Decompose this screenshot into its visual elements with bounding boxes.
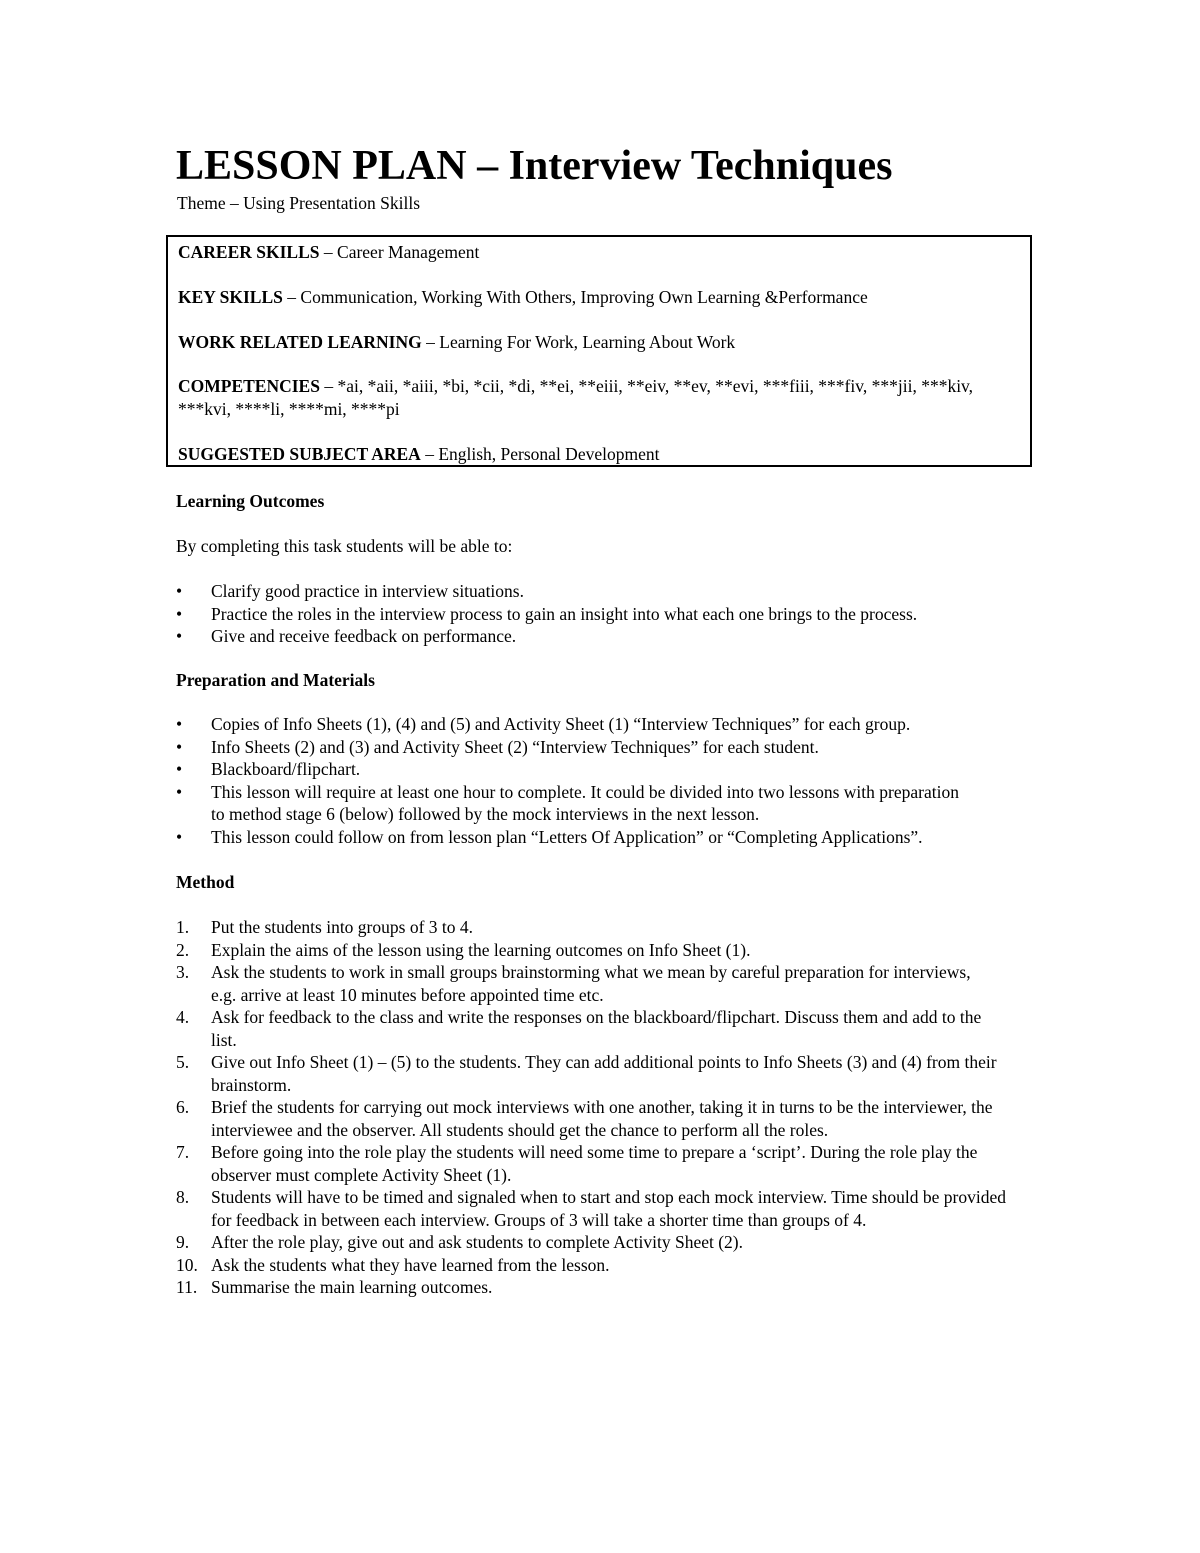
career-skills-value: Career Management — [337, 242, 480, 262]
list-item-text: Info Sheets (2) and (3) and Activity Sheet (2) “Interview Techniques” for each student. — [211, 736, 819, 757]
step-number: 6. — [176, 1097, 190, 1117]
step-text: Give out Info Sheet (1) – (5) to the students. They can add additional points to Info Sheets (3) and (4) from their brainstorm. — [211, 1052, 997, 1095]
work-related-learning-sep: – — [421, 332, 440, 352]
list-item — [176, 758, 1016, 781]
subject-area-sep: – — [420, 444, 439, 464]
preparation-list — [176, 713, 1016, 848]
bullet: • — [176, 581, 183, 601]
learning-outcomes-heading: Learning Outcomes — [176, 491, 325, 511]
page-title: LESSON PLAN – Interview Techniques — [176, 143, 893, 189]
step-text: Ask the students what they have learned from the lesson. — [211, 1254, 610, 1275]
skills-info-box — [166, 235, 1032, 467]
step-number: 10. — [176, 1254, 198, 1275]
work-related-learning-label: WORK RELATED LEARNING — [178, 332, 422, 352]
list-item-text: Give and receive feedback on performance. — [211, 626, 517, 646]
work-related-learning-value: Learning For Work, Learning About Work — [439, 332, 736, 352]
bullet: • — [176, 603, 183, 624]
method-step — [176, 961, 996, 1006]
career-skills-label: CAREER SKILLS — [178, 242, 320, 262]
step-number: 1. — [176, 917, 190, 937]
career-skills-line — [178, 241, 1023, 264]
method-step — [176, 1096, 1006, 1141]
bullet: • — [176, 759, 183, 779]
list-item — [176, 580, 1026, 603]
method-step — [176, 1051, 1006, 1096]
subject-area-line — [178, 443, 1023, 466]
preparation-heading: Preparation and Materials — [176, 670, 375, 690]
step-text: Summarise the main learning outcomes. — [211, 1277, 493, 1297]
learning-outcomes-list — [176, 580, 1026, 648]
work-related-learning-line — [178, 331, 1023, 354]
step-number: 8. — [176, 1187, 190, 1207]
bullet: • — [176, 736, 183, 757]
step-number: 5. — [176, 1052, 190, 1072]
list-item-text: Blackboard/flipchart. — [211, 759, 361, 779]
list-item — [176, 826, 1016, 849]
competencies-line — [178, 375, 1023, 420]
list-item-text: This lesson will require at least one hour to complete. It could be divided into two lessons with preparation to method stage 6 (below) followed by the mock interviews in the next lesson. — [211, 781, 959, 824]
list-item — [176, 713, 1016, 736]
list-item — [176, 781, 971, 826]
list-item-text: Practice the roles in the interview process to gain an insight into what each one brings to the process. — [211, 603, 918, 624]
competencies-value: *ai, *aii, *aiii, *bi, *cii, *di, **ei, **eiii, **eiv, **ev, **evi, ***fiii, ***fiv, ***jii, ***kiv, ***kvi, ****li, ****mi, ****pi — [178, 376, 974, 419]
method-step — [176, 1186, 1006, 1231]
step-number: 11. — [176, 1277, 198, 1297]
subject-area-value: English, Personal Development — [438, 444, 660, 464]
competencies-sep: – — [319, 376, 338, 396]
step-text: Put the students into groups of 3 to 4. — [211, 917, 474, 937]
bullet: • — [176, 781, 183, 802]
step-number: 2. — [176, 939, 190, 960]
method-heading: Method — [176, 872, 235, 892]
key-skills-line — [178, 286, 1023, 309]
step-text: Before going into the role play the students will need some time to prepare a ‘script’. During the role play the observer must complete Activity Sheet (1). — [211, 1142, 978, 1185]
subject-area-label: SUGGESTED SUBJECT AREA — [178, 444, 421, 464]
bullet: • — [176, 714, 183, 734]
key-skills-label: KEY SKILLS — [178, 287, 283, 307]
list-item-text: Copies of Info Sheets (1), (4) and (5) and Activity Sheet (1) “Interview Techniques” for each group. — [211, 714, 911, 734]
bullet: • — [176, 626, 183, 646]
step-text: Brief the students for carrying out mock interviews with one another, taking it in turns to be the interviewer, the interviewee and the observer. All students should get the chance to perform all the roles. — [211, 1097, 993, 1140]
learning-outcomes-intro: By completing this task students will be able to: — [176, 536, 513, 556]
list-item — [176, 625, 1026, 648]
method-step — [176, 1254, 1006, 1277]
step-number: 9. — [176, 1232, 190, 1252]
list-item-text: This lesson could follow on from lesson plan “Letters Of Application” or “Completing Applications”. — [211, 826, 923, 847]
method-step — [176, 1276, 1006, 1299]
method-step — [176, 939, 1006, 962]
step-text: Students will have to be timed and signaled when to start and stop each mock interview. Time should be provided for feedback in between each interview. Groups of 3 will take a shorter time than groups of 4. — [211, 1187, 1006, 1230]
key-skills-sep: – — [282, 287, 301, 307]
step-text: Explain the aims of the lesson using the learning outcomes on Info Sheet (1). — [211, 939, 751, 960]
step-number: 3. — [176, 962, 190, 982]
method-step — [176, 1231, 1006, 1254]
career-skills-sep: – — [319, 242, 338, 262]
step-number: 4. — [176, 1007, 190, 1027]
bullet: • — [176, 826, 183, 847]
step-text: Ask for feedback to the class and write the responses on the blackboard/flipchart. Discuss them and add to the list. — [211, 1007, 982, 1050]
method-list — [176, 916, 1006, 1299]
competencies-label: COMPETENCIES — [178, 376, 320, 396]
method-step — [176, 1006, 1006, 1051]
key-skills-value: Communication, Working With Others, Improving Own Learning &Performance — [300, 287, 868, 307]
step-number: 7. — [176, 1142, 190, 1162]
step-text: After the role play, give out and ask students to complete Activity Sheet (2). — [211, 1232, 743, 1252]
method-step — [176, 1141, 1006, 1186]
step-text: Ask the students to work in small groups brainstorming what we mean by careful preparation for interviews, e.g. arrive at least 10 minutes before appointed time etc. — [211, 962, 971, 1005]
list-item — [176, 603, 1026, 626]
list-item-text: Clarify good practice in interview situations. — [211, 581, 524, 601]
list-item — [176, 736, 1016, 759]
theme-subtitle: Theme – Using Presentation Skills — [177, 193, 421, 213]
method-step — [176, 916, 1006, 939]
